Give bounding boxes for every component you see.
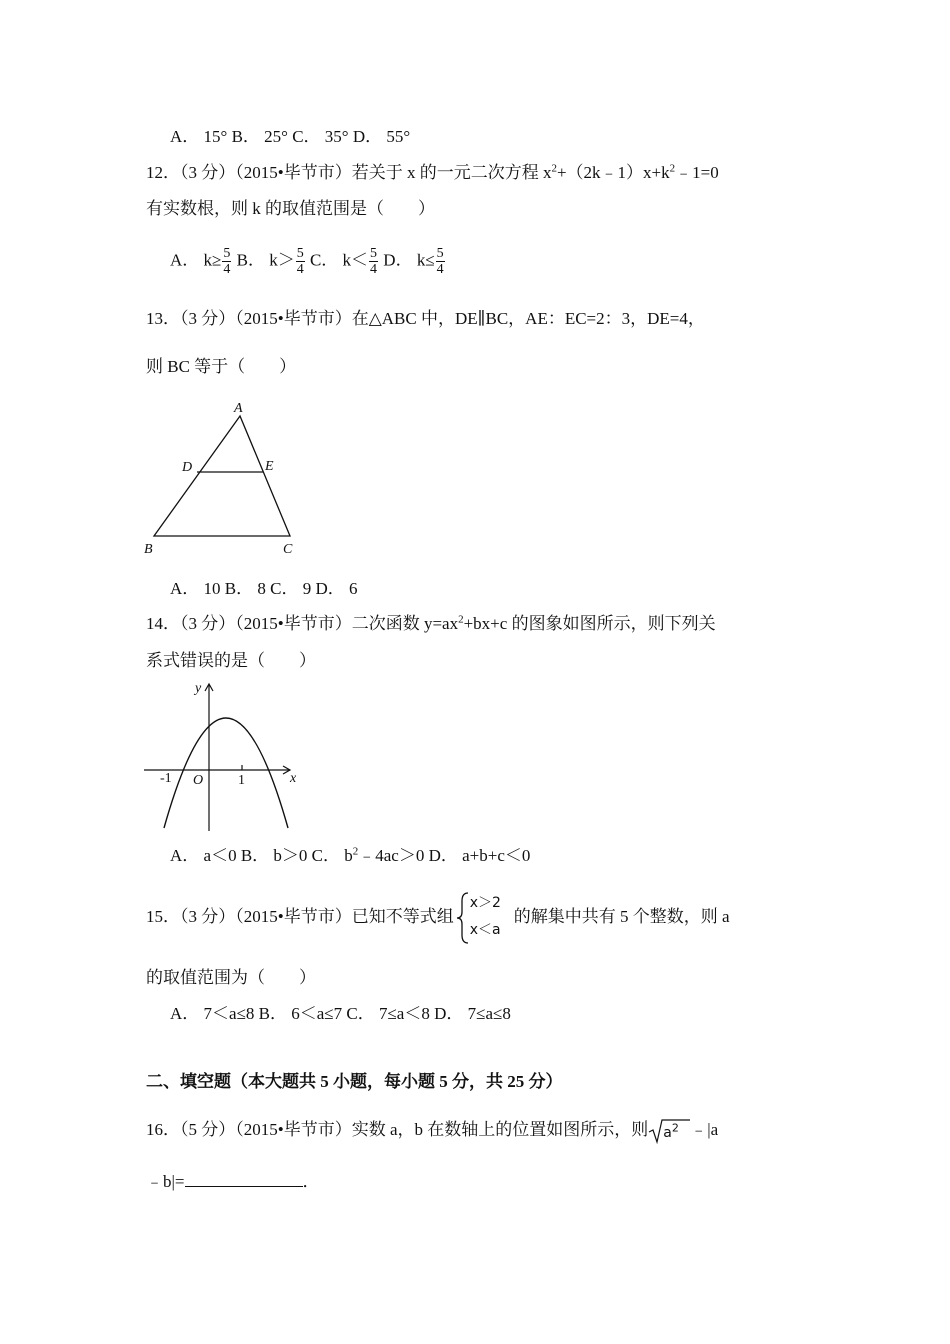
q12-stem-line2: 有实数根，则 k 的取值范围是（ ） xyxy=(146,199,435,218)
q12-stem-c: ﹣1=0 xyxy=(675,163,719,182)
q15-stem-line1 xyxy=(146,890,730,945)
q12-frac-d xyxy=(436,246,445,277)
q16-line2-post: ． xyxy=(302,1172,320,1191)
label-origin: O xyxy=(193,773,204,788)
q14-parabola-figure xyxy=(140,676,310,836)
label-one: 1 xyxy=(238,773,245,788)
inequality-1: x＞2 xyxy=(469,895,501,912)
radicand-sup: 2 xyxy=(671,1121,679,1135)
q12-frac-b xyxy=(296,246,305,277)
q12-stem-sup1: 2 xyxy=(551,162,557,175)
q12-stem-b: +（2k﹣1）x+k xyxy=(556,163,670,182)
section2-heading: 二、填空题（本大题共 5 小题，每小题 5 分，共 25 分） xyxy=(146,1072,563,1091)
q12-opt-d: D． k≤ xyxy=(383,250,435,270)
label-d: D xyxy=(182,460,193,475)
frac-denominator: 4 xyxy=(436,262,444,277)
brace-icon xyxy=(456,891,470,945)
label-y: y xyxy=(195,681,202,696)
q12-stem-a: 12．（3 分）（2015•毕节市）若关于 x 的一元二次方程 x xyxy=(146,163,552,182)
frac-denominator: 4 xyxy=(223,262,231,277)
q13-triangle-figure xyxy=(138,396,308,562)
label-a: A xyxy=(234,401,243,416)
q13-options: A． 10 B． 8 C． 9 D． 6 xyxy=(170,579,358,598)
label-c: C xyxy=(283,542,293,557)
inequality-system xyxy=(456,891,512,945)
frac-denominator: 4 xyxy=(296,262,304,277)
frac-numerator: 5 xyxy=(370,246,378,261)
q15-stem-pre: 15．（3 分）（2015•毕节市）已知不等式组 xyxy=(146,907,454,926)
q16-line2-pre: ﹣b|= xyxy=(146,1172,185,1191)
q14-stem-line2: 系式错误的是（ ） xyxy=(146,651,316,670)
q15-stem-post: 的解集中共有 5 个整数，则 a xyxy=(513,907,730,926)
q12-opt-b: B． k＞ xyxy=(236,250,295,270)
q12-opt-a: A． k≥ xyxy=(170,250,222,270)
label-e: E xyxy=(265,459,274,474)
parabola-curve xyxy=(164,718,288,828)
q14-opt-sup: 2 xyxy=(352,845,359,858)
q12-stem-sup2: 2 xyxy=(669,162,676,175)
q13-stem-line1: 13．（3 分）（2015•毕节市）在△ABC 中，DE∥BC，AE：EC=2：3，DE=4， xyxy=(146,309,705,328)
inequality-2: x＜a xyxy=(469,922,501,939)
q12-options xyxy=(170,246,446,277)
triangle-abc xyxy=(154,416,290,536)
q12-stem-line1 xyxy=(146,162,719,184)
radicand xyxy=(663,1121,679,1142)
label-b: B xyxy=(144,542,153,557)
q14-stem-line1 xyxy=(146,613,716,635)
frac-numerator: 5 xyxy=(296,246,304,261)
q12-frac-a xyxy=(222,246,231,277)
q14-stem-b: +bx+c 的图象如图所示，则下列关 xyxy=(463,614,716,633)
q16-stem-line2 xyxy=(146,1170,320,1193)
q15-options: A． 7＜a≤8 B． 6＜a≤7 C． 7≤a＜8 D． 7≤a≤8 xyxy=(170,1004,511,1023)
q13-stem-line2: 则 BC 等于（ ） xyxy=(146,357,297,376)
q16-stem-post: ﹣|a xyxy=(690,1120,719,1139)
q16-stem-line1 xyxy=(146,1116,718,1144)
radicand-base: a xyxy=(663,1125,672,1142)
q11-options: A． 15° B． 25° C． 35° D． 55° xyxy=(170,127,411,146)
q14-stem-a: 14．（3 分）（2015•毕节市）二次函数 y=ax xyxy=(146,614,459,633)
q14-opt-a: A． a＜0 B． b＞0 C． b xyxy=(170,846,353,865)
frac-numerator: 5 xyxy=(436,246,444,261)
q16-stem-pre: 16．（5 分）（2015•毕节市）实数 a，b 在数轴上的位置如图所示，则 xyxy=(146,1120,649,1139)
answer-blank[interactable] xyxy=(185,1170,303,1187)
label-x: x xyxy=(290,771,297,786)
q14-stem-sup: 2 xyxy=(458,613,464,626)
frac-numerator: 5 xyxy=(223,246,231,261)
sqrt-expression xyxy=(648,1118,690,1144)
q14-options xyxy=(170,845,530,867)
frac-denominator: 4 xyxy=(370,262,378,277)
q12-frac-c xyxy=(369,246,378,277)
q12-opt-c: C． k＜ xyxy=(309,250,369,270)
label-neg-one: -1 xyxy=(160,771,172,786)
q14-opt-b: ﹣4ac＞0 D． a+b+c＜0 xyxy=(358,846,531,865)
q15-stem-line2: 的取值范围为（ ） xyxy=(146,968,316,987)
